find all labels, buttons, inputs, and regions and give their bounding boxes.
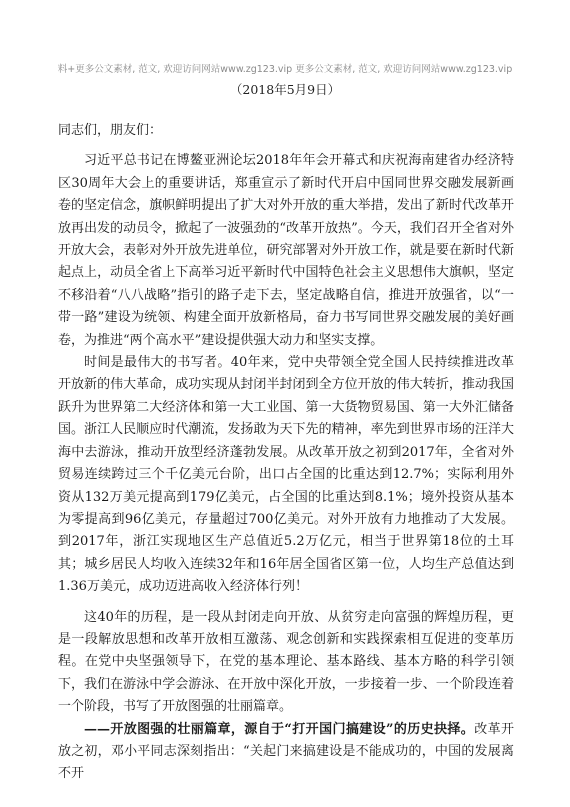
paragraph-4-text: 改革开放之初，邓小平同志深刻指出：“关起门来搞建设是不能成功的，中国的发展离不开 bbox=[58, 721, 514, 782]
paragraph-4-lead: ——开放图强的壮丽篇章，源自于“打开国门搞建设”的历史抉择。 bbox=[84, 721, 475, 737]
salutation: 同志们，朋友们： bbox=[58, 123, 163, 138]
watermark-text: 料+更多公文素材, 范文, 欢迎访问网站www.zg123.vip 更多公文素材, 范文, 欢迎访问网站www.zg123.vip bbox=[57, 64, 513, 75]
document-body bbox=[58, 120, 514, 786]
paragraph-1: 习近平总书记在博鳌亚洲论坛2018年年会开幕式和庆祝海南建省办经济特区30周年大会上的重要讲话，郑重宣示了新时代开启中国同世界交融发展新画卷的坚定信念，旗帜鲜明提出了扩大对外开放的重大举措，发出了新时代改革开放再出发的动员令，掀起了一波强劲的“改革开放热”。今天，我们召开全省对外开放大会，表彰对外开放先进单位，研究部署对外开放工作，就是要在新时代新起点上，动员全省上下高举习近平新时代中国特色社会主义思想伟大旗帜，坚定不移沿着“八八战略”指引的路子走下去，坚定战略自信，推进开放强省，以“一带一路”建设为统领、构建全面开放新格局，奋力书写同世界交融发展的美好画卷，为推进“两个高水平”建设提供强大动力和坚实支撑。 bbox=[58, 153, 514, 348]
speech-date: （2018年5月9日） bbox=[229, 82, 341, 97]
paragraph-2: 时间是最伟大的书写者。40年来，党中央带领全党全国人民持续推进改革开放新的伟大革命，成功实现从封闭半封闭到全方位开放的伟大转折，推动我国跃升为世界第二大经济体和第一大工业国、第一大货物贸易国、第一大外汇储备国。浙江人民顺应时代潮流，发扬敢为天下先的精神，率先到世界市场的汪洋大海中去游泳，推动开放型经济蓬勃发展。从改革开放之初到2017年，全省对外贸易连续跨过三个千亿美元台阶，出口占全国的比重达到12.7%；实际利用外资从132万美元提高到179亿美元，占全国的比重达到8.1%；境外投资从基本为零提高到96亿美元，存量超过700亿美元。对外开放有力地推动了大发展。到2017年，浙江实现地区生产总值近5.2万亿元，相当于世界第18位的土耳其；城乡居民人均收入连续32年和16年居全国省区第一位，人均生产总值达到1.36万美元，成功迈进高收入经济体行列！ bbox=[58, 355, 514, 595]
paragraph-4 bbox=[58, 719, 514, 786]
paragraph-3: 这40年的历程，是一段从封闭走向开放、从贫穷走向富强的辉煌历程，更是一段解放思想和改革开放相互激荡、观念创新和实践探索相互促进的变革历程。在党中央坚强领导下，在党的基本理论、基本路线、基本方略的科学引领下，我们在游泳中学会游泳、在开放中深化开放，一步接着一步、一个阶段连着一个阶段，书写了开放图强的壮丽篇章。 bbox=[58, 609, 514, 715]
